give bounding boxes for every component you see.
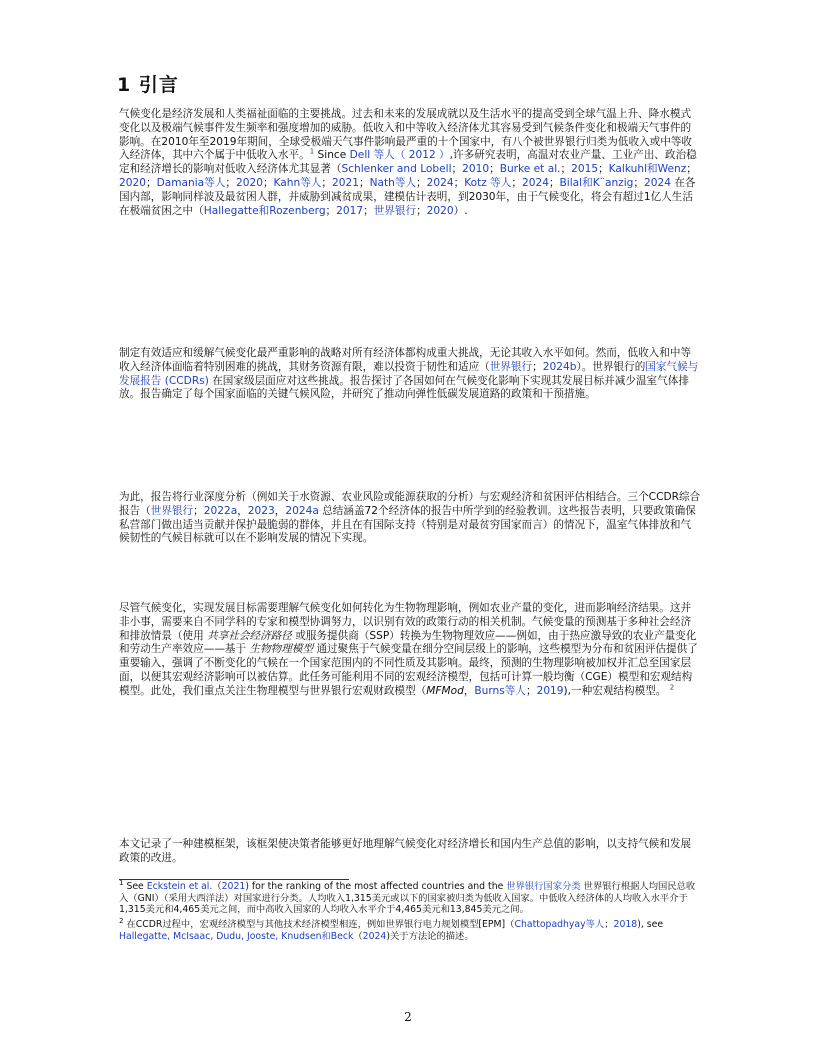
citation-eckstein[interactable]: Eckstein et al. [146,881,213,892]
fn2-text-c: )关于方法论的描述。 [386,930,474,942]
citation-kahn[interactable]: Kahn等人 [273,176,322,189]
p1-text-f: ）. [453,204,468,217]
p3-text-b: 总结涵盖72个经济体的报告中所学到的经验教训。这些报告表明，只要政策确保私营部门做出适当贡献并保护最脆弱的群体，并且在有国际支持（特别是对最贫穷国家而言）的情况下，温室气体排放和气候韧性的气候目标就可以在不影响发展的情况下实现。 [119,504,696,545]
footnote-number: 2 [119,916,124,925]
citation-year[interactable]: 2021 [221,881,246,892]
paragraph-summary [119,838,701,866]
p4-text-c: 通过聚焦于气候变量在细分空间层级上的影响，这些模型为分布和贫困评估提供了重要输入，强调了不断变化的气候在一个国家范围内的不同性质及其影响。最终，预测的生物理影响被加权并汇总至国家层面，以便其宏观经济影响可以被估算。此任务可能利用不同的宏观经济模型，包括可计算一般均衡（CGE）模型和宏观结构模型。此处，我们重点关注生物理模型与世界银行宏观财政模型（ [119,643,698,697]
citation-year[interactable]: 2020 [119,176,146,189]
paragraph-ccdr-synthesis: 为此，报告将行业深度分析（例如关于水资源、农业风险或能源获取的分析）与宏观经济和贫困评估相结合。三个CCDR综合报告（世界银行；2022a，2023，2024a 总结涵盖72个经济体的报告中所学到的经验教训。这些报告表明，只要政策确保私营部门做出适当贡献并保护最脆弱的群体，并且在有国际支持（特别是对最贫穷国家而言）的情况下，温室气体排放和气候韧性的气候目标就可以在不影响发展的情况下实现。 [119,491,701,545]
p1-text-b: Since [317,149,347,162]
citation-year[interactable]: 2021 [332,176,359,189]
citation-year[interactable]: 2024 [644,176,671,189]
p2-text-c: 在国家级层面应对这些挑战。报告探讨了各国如何在气候变化影响下实现其发展目标并减少温室气体排放。报告确定了每个国家面临的关键气候风险，并研究了推动向弹性低碳发展道路的政策和干预措施。 [119,374,689,401]
p2-text-b: ）。世界银行的 [576,360,646,373]
citation-year[interactable]: 2018 [613,919,638,930]
footnote-ref-1[interactable]: 1 [309,147,315,156]
p3-text-a: 为此，报告将行业深度分析（例如关于水资源、农业风险或能源获取的分析）与宏观经济和贫困评估相结合。三个CCDR综合报告（ [119,491,701,517]
fn1-text-c: 世界银行根据人均国民总收入（GNI）（采用大西洋法）对国家进行分类。人均收入1,315美元或以下的国家被归类为低收入国家。中低收入经济体的人均收入水平介于1,315美元和4,465美元之间，而中高收入国家的人均收入水平介于4,465美元和13,845美元之间。 [119,881,696,916]
page-number: 2 [404,1010,412,1024]
citation-year[interactable]: 2015 [571,163,599,176]
citation-year[interactable]: 2017 [336,204,364,217]
p4-text-a: 尽管气候变化，实现发展目标需要理解气候变化如何转化为生物物理影响，例如农业产量的变化，进而影响经济结果。这并非小事，需要来自不同学科的专家和模型协调努力，以识别有效的政策行动的相关机制。气候变量的预测基于多种社会经济和排放情景（使用 [119,602,692,642]
citation-worldbank[interactable]: 世界银行 [150,504,194,517]
citation-nath[interactable]: Nath等人 [369,176,417,189]
citation-year[interactable]: 2019 [536,684,564,697]
p4-text-d: ),一种宏观结构模型。 [563,684,667,697]
citation-dell[interactable]: Dell 等人（ 2012 ） [349,149,450,162]
citation-bilal[interactable]: Bilal和K¨anzig [559,176,634,189]
paragraph-intro: 气候变化是经济发展和人类福祉面临的主要挑战。过去和未来的发展成就以及生活水平的提高受到全球气温上升、降水模式变化以及极端气候事件发生频率和强度增加的威胁。低收入和中等收入经济体尤其容易受到气候条件变化和极端天气事件的影响。在2010年至2019年期间，全球受极端天气事件影响最严重的十个国家中，有八个被世界银行归类为低收入或中等收入经济体，其中六个属于中低收入水平。$^1$ Since Dell 等人（ 2012 ）,许多研究表明，高温对农业产量、工业产出、政治稳定和经济增长的影响对低收入经济体尤其显著（Schlenker and Lobell；2010；Burke et al.；2015；Kalkuhl和Wenz；2020；Damania等人；2020；Kahn等人；2021；Nath等人；2024；Kotz 等人；2024；Bilal和K¨anzig；2024 在各国内部，影响同样波及最贫困人群，并威胁到减贫成果，建模估计表明，到2030年，由于气候变化，将会有超过1亿人生活在极端贫困之中（Hallegatte和Rozenberg；2017；世界银行；2020）. [119,108,697,217]
citation-hallegatte[interactable]: Hallegatte和Rozenberg [203,204,326,217]
footnote-2: $^2$ 在CCDR过程中，宏观经济模型与其他技术经济模型相连，例如世界银行电力规划模型[EPM]（Chattopadhyay等人；2018), see Hallegatte, McIsaac, Dudu, Jooste, Knudsen和Beck（2024)关于方法论的描述。 [119,916,664,942]
citation-burke[interactable]: Burke et al. [499,163,561,176]
citation-schlenker[interactable]: Schlenker and Lobell [341,163,452,176]
p1-text-d: ,许多研究表明，高温对农业产量、工业产出、政治稳定和经济增长的影响对低收入经济体尤其显著（ [119,149,697,176]
paragraph-methodology: 尽管气候变化，实现发展目标需要理解气候变化如何转化为生物物理影响，例如农业产量的变化，进而影响经济结果。这并非小事，需要来自不同学科的专家和模型协调努力，以识别有效的政策行动的相关机制。气候变量的预测基于多种社会经济和排放情景（使用 共享社会经济路径 或服务提供商（SSP）转换为生物物理效应——例如，由于热应激导致的农业产量变化和劳动生产率效应——基于 生物物理模型 通过聚焦于气候变量在细分空间层级上的影响，这些模型为分布和贫困评估提供了重要输入，强调了不断变化的气候在一个国家范围内的不同性质及其影响。最终，预测的生物理影响被加权并汇总至国家层面，以便其宏观经济影响可以被估算。此任务可能利用不同的宏观经济模型，包括可计算一般均衡（CGE）模型和宏观结构模型。此处，我们重点关注生物理模型与世界银行宏观财政模型（MFMod，Burns等人；2019),一种宏观结构模型。 $^2$ [119,602,698,697]
p4-text-b: 或服务提供商（SSP）转换为生物物理效应——例如，由于热应激导致的农业产量变化和劳动生产率效应——基于 [119,629,697,656]
link-country-classification[interactable]: 世界银行国家分类 [506,881,581,892]
citation-year[interactable]: 2024 [362,930,387,942]
term-biophysical-model: 生物物理模型 [249,643,314,656]
p5-text: 本文记录了一种建模框架，该框架使决策者能够更好地理解气候变化对经济增长和国内生产总值的影响，以支持气候和发展政策的改进。 [119,838,692,864]
p2-text-a: 制定有效适应和缓解气候变化最严重影响的战略对所有经济体都构成重大挑战，无论其收入水平如何。然而，低收入和中等收入经济体面临着特别困难的挑战，其财务资源有限，难以投资于韧性和适应（ [119,347,692,373]
fn2-text-b: ), see [637,919,664,930]
footnote-1: $^1$ See Eckstein et al.（2021) for the ranking of the most affected countries and the 世界银行国家分类 世界银行根据人均国民总收入（GNI）（采用大西洋法）对国家进行分类。人均收入1,315美元或以下的国家被归类为低收入国家。中低收入经济体的人均收入水平介于1,315美元和4,465美元之间，而中高收入国家的人均收入水平介于4,465美元和13,845美元之间。 [119,878,696,916]
term-ssp: 共享社会经济路径 [207,629,292,642]
citation-kalkuhl[interactable]: Kalkuhl和Wenz [608,163,687,176]
link-ccdr[interactable]: 国家气候与发展报告 (CCDRs) [119,360,699,387]
footnote-number: 1 [119,878,124,887]
citation-year[interactable]: 2023 [247,504,275,517]
citation-year[interactable]: 2010 [462,163,490,176]
citation-year[interactable]: 2022a [203,504,238,517]
citation-year[interactable]: 2024a [285,504,319,517]
citation-damania[interactable]: Damania等人 [156,176,226,189]
citation-chattopadhyay[interactable]: Chattopadhyay等人 [514,919,605,930]
footnote-ref-2[interactable]: 2 [669,683,675,692]
section-heading: 1 引言 [117,74,179,96]
fn1-text-a: See [126,881,144,892]
citation-hallegatte-2024[interactable]: Hallegatte, McIsaac, Dudu, Jooste, Knudsen和Beck [119,930,354,942]
citation-year[interactable]: 2024 [426,176,454,189]
fn2-text-a: 在CCDR过程中，宏观经济模型与其他技术经济模型相连，例如世界银行电力规划模型[EPM]（ [126,919,515,930]
citation-year[interactable]: 2024 [521,176,549,189]
citation-worldbank[interactable]: 世界银行 [489,360,533,373]
fn1-text-b: ) for the ranking of the most affected countries and the [245,881,504,892]
citation-year[interactable]: 2020 [235,176,263,189]
citation-kotz[interactable]: Kotz 等人 [464,176,512,189]
citation-worldbank[interactable]: 世界银行 [373,204,417,217]
paragraph-strategy: 制定有效适应和缓解气候变化最严重影响的战略对所有经济体都构成重大挑战，无论其收入水平如何。然而，低收入和中等收入经济体面临着特别困难的挑战，其财务资源有限，难以投资于韧性和适应（世界银行；2024b）。世界银行的国家气候与发展报告 (CCDRs) 在国家级层面应对这些挑战。报告探讨了各国如何在气候变化影响下实现其发展目标并减少温室气体排放。报告确定了每个国家面临的关键气候风险，并研究了推动向弹性低碳发展道路的政策和干预措施。 [119,347,699,401]
citation-year[interactable]: 2020 [426,204,454,217]
p1-text-a: 气候变化是经济发展和人类福祉面临的主要挑战。过去和未来的发展成就以及生活水平的提高受到全球气温上升、降水模式变化以及极端气候事件发生频率和强度增加的威胁。低收入和中等收入经济体尤其容易受到气候条件变化和极端天气事件的影响。在2010年至2019年期间，全球受极端天气事件影响最严重的十个国家中，有八个被世界银行归类为低收入或中等收入经济体，其中六个属于中低收入水平。 [119,108,693,162]
term-mfmod: MFMod [426,684,464,697]
citation-burns[interactable]: Burns等人 [474,684,526,697]
p1-text-e: 在各国内部，影响同样波及最贫困人群，并威胁到减贫成果，建模估计表明，到2030年，由于气候变化，将会有超过1亿人生活在极端贫困之中（ [119,176,696,217]
footnote-divider [119,879,349,880]
citation-year[interactable]: 2024b [542,360,577,373]
